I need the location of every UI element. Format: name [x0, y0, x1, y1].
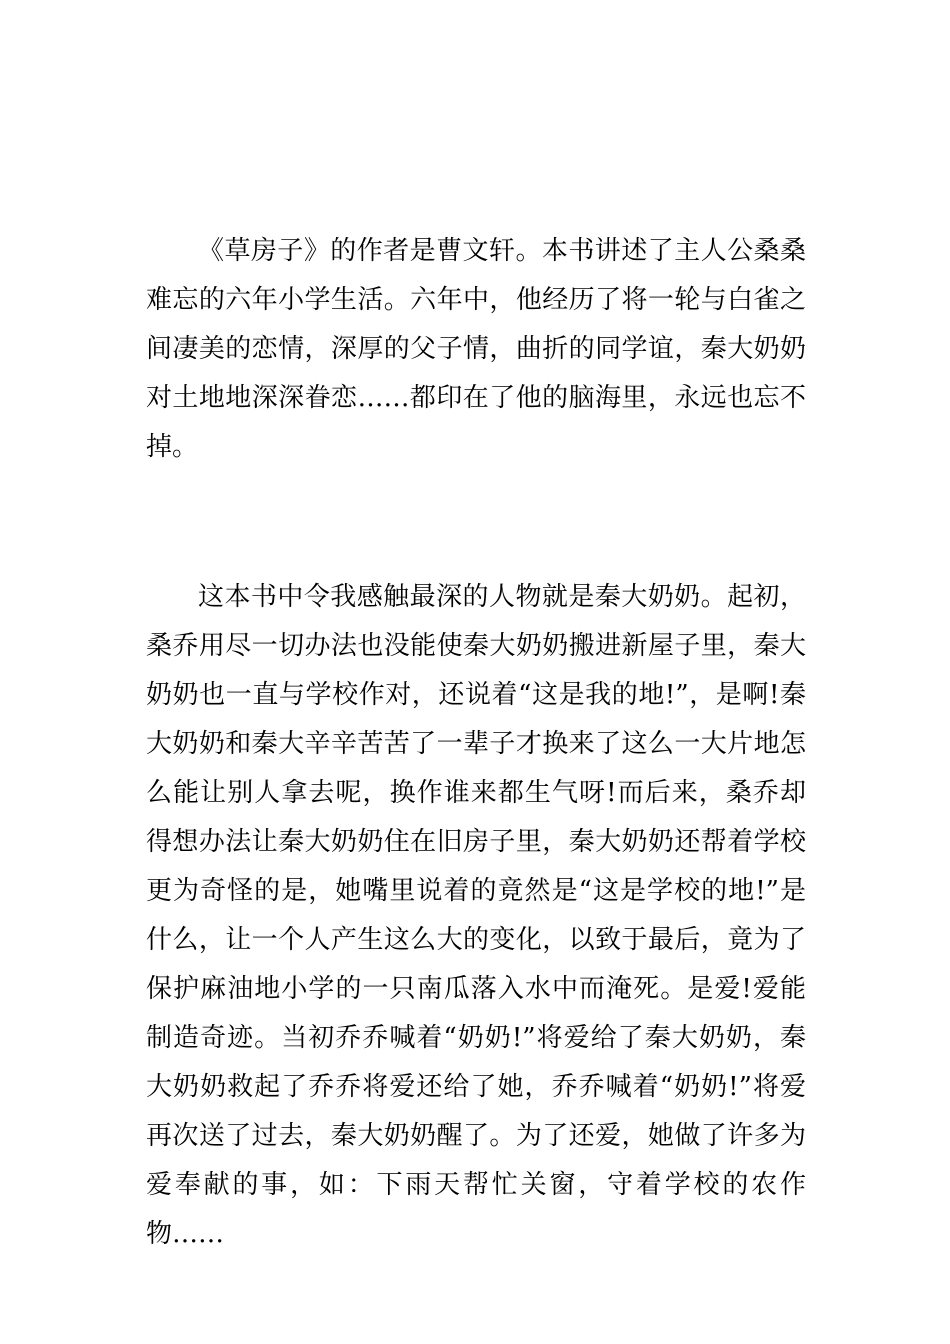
paragraph-intro: 《草房子》的作者是曹文轩。本书讲述了主人公桑桑难忘的六年小学生活。六年中，他经历了将一轮与白雀之间凄美的恋情，深厚的父子情，曲折的同学谊，秦大奶奶对土地地深深眷恋……都印在了他的脑海里，永远也忘不掉。 [146, 236, 806, 462]
paragraph-qin-grandma: 这本书中令我感触最深的人物就是秦大奶奶。起初，桑乔用尽一切办法也没能使秦大奶奶搬进新屋子里，秦大奶奶也一直与学校作对，还说着“这是我的地!”，是啊!秦大奶奶和秦大辛辛苦苦了一辈子才换来了这么一大片地怎么能让别人拿去呢，换作谁来都生气呀!而后来，桑乔却得想办法让秦大奶奶住在旧房子里，秦大奶奶还帮着学校更为奇怪的是，她嘴里说着的竟然是“这是学校的地!”是什么，让一个人产生这么大的变化，以致于最后，竟为了保护麻油地小学的一只南瓜落入水中而淹死。是爱!爱能制造奇迹。当初乔乔喊着“奶奶!”将爱给了秦大奶奶，秦大奶奶救起了乔乔将爱还给了她，乔乔喊着“奶奶!”将爱再次送了过去，秦大奶奶醒了。为了还爱，她做了许多为爱奉献的事，如：下雨天帮忙关窗，守着学校的农作物…… [146, 582, 806, 1249]
